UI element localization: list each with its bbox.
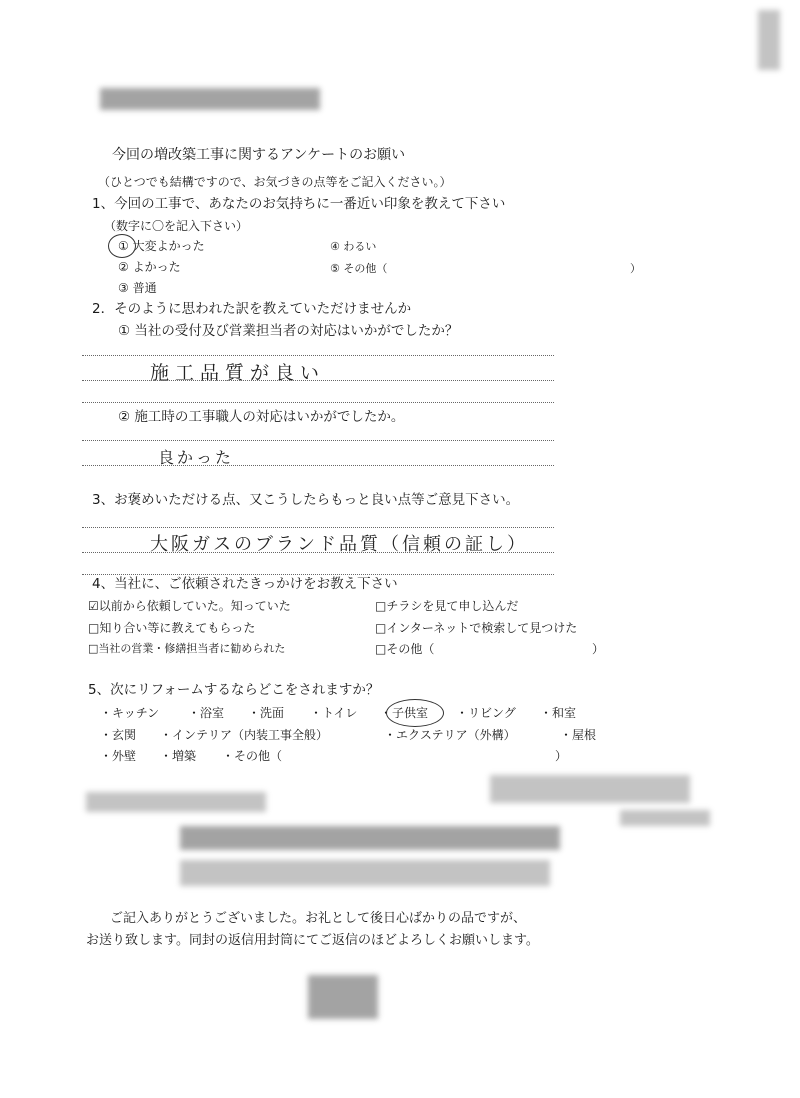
q2-sub1: ① 当社の受付及び営業担当者の対応はいかがでしたか？: [118, 323, 459, 339]
q5-option-kids-room[interactable]: ・子供室: [380, 706, 429, 720]
q1-option-3[interactable]: ③ 普通: [118, 281, 157, 295]
q5-option-kitchen[interactable]: ・キッチン: [100, 706, 160, 720]
q4-option-other[interactable]: □その他（: [375, 642, 435, 656]
q5-option-other-close: ）: [555, 749, 568, 763]
q2-sub2: ② 施工時の工事職人の対応はいかがでしたか。: [118, 409, 405, 425]
q5-option-living[interactable]: ・リビング: [456, 706, 516, 720]
q4-option-acquaintance[interactable]: □知り合い等に教えてもらった: [88, 621, 256, 635]
q4-option-previous[interactable]: ☑以前から依頼していた。知っていた: [88, 599, 291, 613]
answer-line: [82, 552, 554, 553]
redacted-respondent-block: [490, 775, 690, 803]
answer-circle-mark: [108, 234, 136, 258]
closing-line-1: ご記入ありがとうございました。お礼として後日心ばかりの品ですが、: [110, 911, 527, 926]
answer-circle-mark: [386, 699, 444, 727]
q5-option-extension[interactable]: ・増築: [160, 749, 197, 763]
answer-line: [82, 465, 554, 466]
redacted-signature: [308, 975, 378, 1019]
answer-line: [82, 355, 554, 356]
q3-answer[interactable]: 大阪ガスのブランド品質（信頼の証し）: [150, 534, 528, 555]
q2-answer2[interactable]: 良かった: [158, 448, 235, 467]
q1-option-4[interactable]: ④ わるい: [330, 240, 377, 253]
q4-option-flyer[interactable]: □チラシを見て申し込んだ: [375, 599, 519, 613]
page-subtitle: （ひとつでも結構ですので、お気づきの点等をご記入ください。）: [98, 175, 452, 189]
q1-option-2[interactable]: ② よかった: [118, 260, 181, 274]
q4-question: 4、当社に、ご依頼されたきっかけをお教え下さい: [92, 576, 398, 592]
redacted-respondent-block: [620, 810, 710, 826]
q2-question: 2．そのように思われた訳を教えていただけませんか: [92, 301, 412, 317]
redacted-contact: [180, 860, 550, 886]
redacted-date: [86, 792, 266, 812]
redacted-corner-mark: [758, 10, 780, 70]
q5-option-japanese-room[interactable]: ・和室: [540, 706, 577, 720]
page-title: 今回の増改築工事に関するアンケートのお願い: [112, 147, 406, 163]
answer-line: [82, 402, 554, 403]
q3-question: 3、お褒めいただける点、又こうしたらもっと良い点等ご意見下さい。: [92, 492, 520, 508]
answer-line: [82, 380, 554, 381]
q1-option-1[interactable]: ① 大変よかった: [118, 239, 205, 253]
q1-option-5-close: ）: [630, 262, 641, 275]
q4-option-internet[interactable]: □インターネットで検索して見つけた: [375, 621, 578, 635]
q5-option-roof[interactable]: ・屋根: [560, 728, 597, 742]
q5-option-bathroom[interactable]: ・浴室: [188, 706, 225, 720]
q1-question: 1、今回の工事で、あなたのお気持ちに一番近い印象を教えて下さい: [92, 196, 506, 212]
q5-option-washroom[interactable]: ・洗面: [248, 706, 285, 720]
q5-option-other[interactable]: ・その他（: [222, 749, 283, 763]
q5-option-outer-wall[interactable]: ・外壁: [100, 749, 137, 763]
q5-option-exterior[interactable]: ・エクステリア（外構）: [384, 728, 516, 742]
q1-option-5[interactable]: ⑤ その他（: [330, 262, 388, 275]
closing-line-2: お送り致します。同封の返信用封筒にてご返信のほどよろしくお願いします。: [86, 933, 539, 948]
q4-option-sales-staff[interactable]: □当社の営業・修繕担当者に勧められた: [88, 642, 286, 655]
q5-option-entrance[interactable]: ・玄関: [100, 728, 137, 742]
redacted-address: [180, 826, 560, 850]
q1-instruction: （数字に〇を記入下さい）: [104, 219, 249, 233]
redacted-customer-name: [100, 88, 320, 110]
q5-option-interior[interactable]: ・インテリア（内装工事全般）: [160, 728, 329, 742]
q2-answer1[interactable]: 施工品質が良い: [150, 362, 326, 384]
q5-question: 5、次にリフォームするならどこをされますか？: [88, 682, 380, 698]
answer-line: [82, 527, 554, 528]
q5-option-toilet[interactable]: ・トイレ: [310, 706, 358, 720]
q4-option-other-close: ）: [592, 642, 605, 656]
answer-line: [82, 440, 554, 441]
